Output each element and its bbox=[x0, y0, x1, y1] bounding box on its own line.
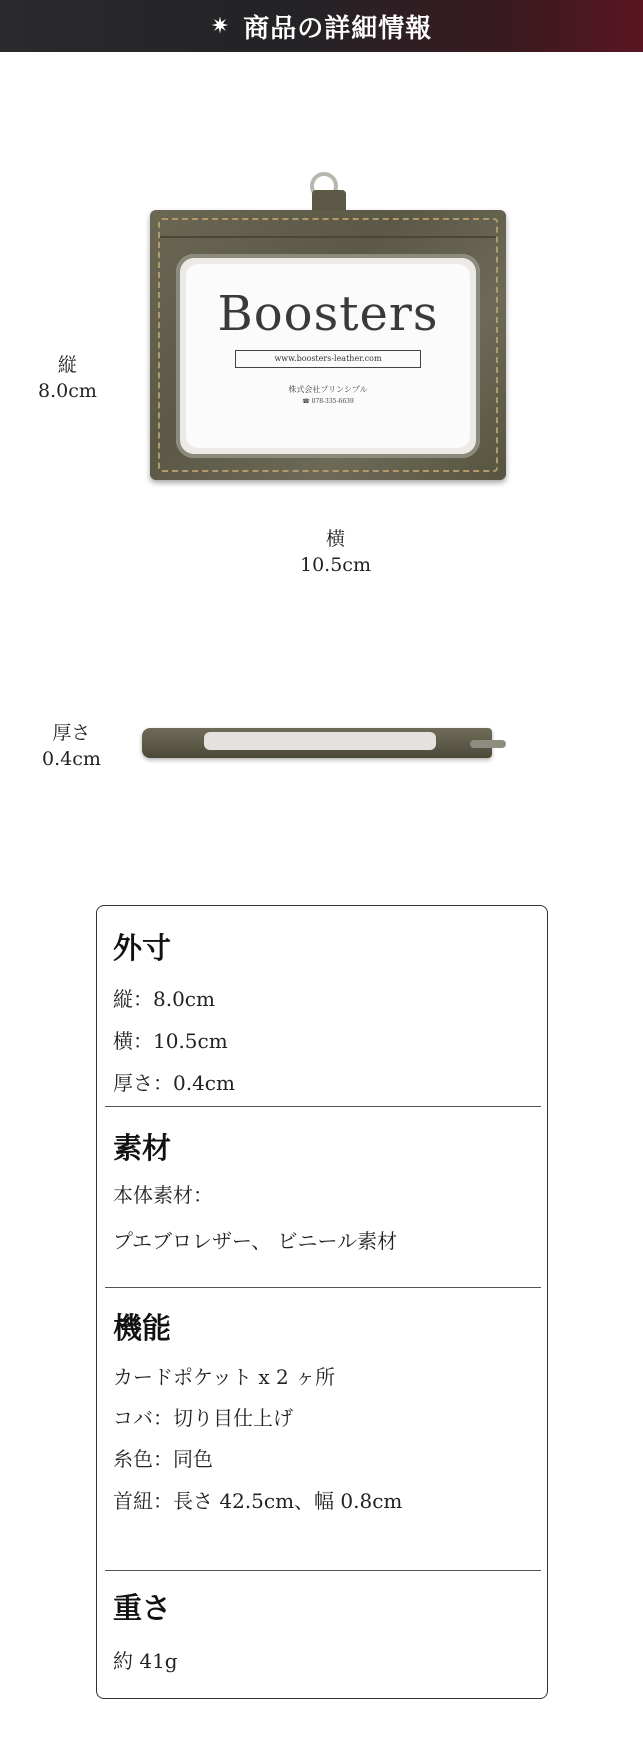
side-body bbox=[142, 728, 492, 758]
side-window bbox=[204, 732, 436, 750]
card-tel: ☎ 078-335-6639 bbox=[302, 398, 354, 405]
product-front-image bbox=[150, 210, 506, 480]
spec-weight bbox=[113, 1588, 533, 1673]
spec-material bbox=[113, 1128, 533, 1253]
spec-function-heading: 機能 bbox=[113, 1311, 172, 1345]
thickness-value: 0.4cm bbox=[42, 748, 101, 770]
spec-function bbox=[113, 1308, 533, 1513]
spec-box bbox=[96, 905, 548, 1699]
id-card bbox=[186, 264, 470, 448]
product-side-image bbox=[142, 714, 512, 766]
spec-function-line: コバ：切り目仕上げ bbox=[113, 1406, 293, 1430]
card-brand: Boosters bbox=[217, 286, 439, 342]
spec-size bbox=[113, 928, 533, 1095]
spec-material-line: 本体素材： bbox=[113, 1183, 213, 1207]
section-title: 商品の詳細情報 bbox=[243, 13, 433, 44]
spec-size-line: 横：10.5cm bbox=[113, 1029, 228, 1053]
card-company: 株式会社プリンシプル bbox=[288, 385, 368, 394]
divider bbox=[105, 1570, 541, 1571]
spec-function-line: 首紐：長さ 42.5cm、幅 0.8cm bbox=[113, 1489, 403, 1513]
spec-function-line: 糸色：同色 bbox=[113, 1447, 213, 1471]
spec-weight-line: 約 41g bbox=[113, 1649, 178, 1673]
height-label: 縦 bbox=[57, 354, 77, 376]
spec-function-line: カードポケット x 2 ヶ所 bbox=[113, 1365, 336, 1389]
divider bbox=[105, 1106, 541, 1107]
spec-weight-heading: 重さ bbox=[113, 1591, 172, 1625]
spec-size-heading: 外寸 bbox=[113, 931, 172, 965]
pocket-edge bbox=[160, 236, 496, 238]
thickness-dimension-label bbox=[42, 720, 101, 772]
card-url: www.boosters-leather.com bbox=[235, 350, 421, 368]
width-value: 10.5cm bbox=[300, 554, 371, 576]
height-dimension-label bbox=[38, 352, 97, 404]
spec-material-line: プエブロレザー、 ビニール素材 bbox=[113, 1229, 398, 1253]
side-hook bbox=[470, 740, 506, 748]
height-value: 8.0cm bbox=[38, 380, 97, 402]
spec-size-line: 厚さ：0.4cm bbox=[113, 1071, 235, 1095]
width-label: 横 bbox=[325, 528, 345, 550]
section-header bbox=[0, 0, 643, 52]
thickness-label: 厚さ bbox=[52, 722, 91, 744]
width-dimension-label bbox=[300, 526, 371, 578]
spec-size-line: 縦：8.0cm bbox=[113, 987, 215, 1011]
spec-material-heading: 素材 bbox=[113, 1131, 172, 1165]
star-icon: ✷ bbox=[210, 13, 230, 39]
divider bbox=[105, 1287, 541, 1288]
